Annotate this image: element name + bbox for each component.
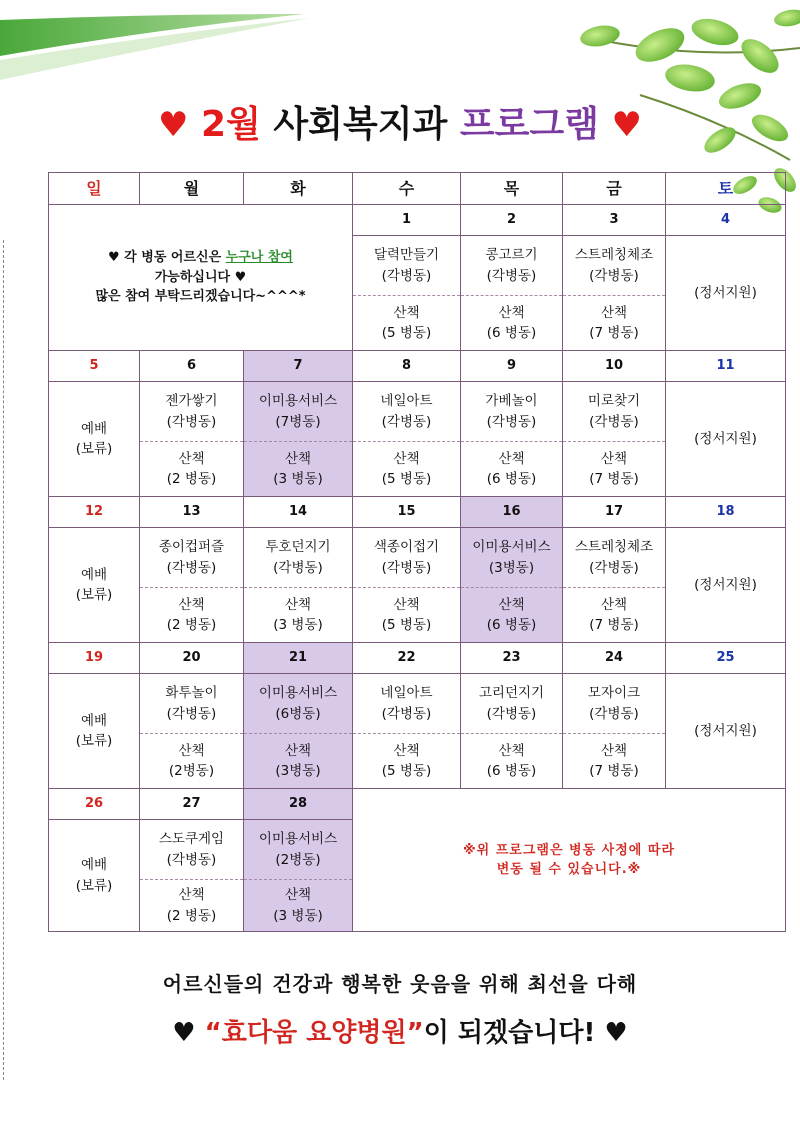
- activity-cell: [140, 528, 244, 588]
- walk-cell: [353, 734, 461, 789]
- warning-line1: ※위 프로그램은 병동 사정에 따라: [463, 842, 675, 858]
- warning-line2: 변동 될 수 있습니다.※: [496, 862, 642, 877]
- activity-name: 산책: [498, 742, 525, 759]
- notice-line1: 각 병동 어르신은: [124, 250, 222, 266]
- activity-cell: [461, 528, 563, 588]
- worship-status: (보류): [75, 441, 113, 457]
- activity-name: 미로찾기: [587, 393, 641, 410]
- activity-ward: (6 병동): [486, 763, 537, 779]
- activity-cell: [563, 528, 666, 588]
- activity-ward: (각병동): [381, 559, 432, 576]
- date-cell: 10: [563, 351, 666, 382]
- activity-ward: (5 병동): [381, 617, 432, 633]
- walk-cell: [563, 734, 666, 789]
- date-cell: 13: [140, 497, 244, 528]
- activity-ward: (각병동): [166, 851, 217, 868]
- walk-cell: [244, 734, 353, 789]
- activity-name: 네일아트: [380, 685, 433, 702]
- weekday-header: 일: [49, 173, 140, 205]
- weekday-header: 월: [140, 173, 244, 205]
- activity-ward: (7 병동): [589, 617, 639, 633]
- page-title: [0, 96, 800, 147]
- date-cell: 18: [666, 497, 786, 528]
- date-cell: 7: [244, 351, 353, 382]
- walk-cell: [140, 880, 244, 932]
- date-cell: 2: [461, 205, 563, 236]
- walk-cell: [461, 734, 563, 789]
- activity-ward: (5 병동): [381, 325, 432, 341]
- activity-cell: [353, 236, 461, 296]
- footer-slogan: [0, 1012, 800, 1049]
- walk-cell: [244, 880, 353, 932]
- walk-cell: [353, 588, 461, 643]
- date-cell: 14: [244, 497, 353, 528]
- slogan-suffix: 이 되겠습니다!: [423, 1018, 596, 1048]
- activity-name: 산책: [284, 742, 312, 759]
- activity-name: 스트레칭체조: [574, 539, 654, 556]
- weekday-header: 금: [563, 173, 666, 205]
- activity-name: 산책: [600, 304, 628, 321]
- date-cell: 25: [666, 643, 786, 674]
- worship-status: (보류): [75, 587, 113, 603]
- activity-ward: (각병동): [486, 413, 537, 430]
- activity-name: 종이컵퍼즐: [158, 539, 225, 556]
- activity-ward: (2병동): [168, 763, 215, 779]
- heart-icon: ♥: [107, 250, 120, 266]
- activity-cell: [140, 674, 244, 734]
- date-cell: 15: [353, 497, 461, 528]
- date-cell: 4: [666, 205, 786, 236]
- walk-cell: [563, 442, 666, 497]
- activity-ward: (2 병동): [166, 471, 217, 487]
- activity-name: 산책: [284, 596, 312, 613]
- weekday-header: 화: [244, 173, 353, 205]
- walk-cell: [461, 442, 563, 497]
- activity-name: 산책: [393, 596, 420, 613]
- title-department: 사회복지과: [273, 104, 448, 145]
- weekday-header: 수: [353, 173, 461, 205]
- activity-cell: [563, 236, 666, 296]
- date-cell: 6: [140, 351, 244, 382]
- activity-name: 색종이접기: [373, 539, 440, 556]
- activity-cell: [244, 382, 353, 442]
- walk-cell: [140, 734, 244, 789]
- activity-name: 스도쿠게임: [158, 831, 225, 848]
- sunday-worship: [49, 382, 140, 497]
- activity-name: 산책: [178, 596, 205, 613]
- activity-ward: (각병동): [166, 413, 217, 430]
- worship-label: 예배: [80, 857, 108, 874]
- activity-name: 이미용서비스: [258, 685, 338, 702]
- activity-cell: [244, 528, 353, 588]
- activity-cell: [353, 528, 461, 588]
- date-cell: 20: [140, 643, 244, 674]
- activity-name: 산책: [178, 887, 205, 904]
- activity-name: 이미용서비스: [258, 831, 338, 848]
- date-cell: 22: [353, 643, 461, 674]
- walk-cell: [563, 296, 666, 351]
- date-cell: 26: [49, 789, 140, 820]
- activity-ward: (각병동): [273, 559, 323, 576]
- date-cell: 9: [461, 351, 563, 382]
- activity-ward: (3 병동): [273, 471, 323, 487]
- activity-name: 젠가쌓기: [165, 393, 218, 410]
- activity-name: 콩고르기: [485, 247, 538, 264]
- activity-cell: [353, 674, 461, 734]
- activity-ward: (2 병동): [166, 907, 217, 924]
- activity-name: 달력만들기: [373, 247, 440, 264]
- activity-name: 산책: [498, 304, 525, 321]
- activity-ward: (6 병동): [486, 617, 537, 633]
- program-calendar: [48, 172, 786, 932]
- activity-cell: [461, 236, 563, 296]
- activity-ward: (3병동): [488, 559, 535, 576]
- date-cell: 12: [49, 497, 140, 528]
- date-cell: 17: [563, 497, 666, 528]
- heart-icon: ♥: [234, 269, 247, 285]
- worship-label: 예배: [80, 712, 108, 729]
- saturday-support: (정서지원): [666, 674, 786, 789]
- activity-ward: (3 병동): [273, 617, 323, 633]
- walk-cell: [353, 296, 461, 351]
- green-swoosh: [0, 14, 305, 56]
- activity-name: 이미용서비스: [472, 539, 551, 556]
- activity-ward: (각병동): [486, 705, 537, 722]
- sunday-worship: [49, 528, 140, 643]
- activity-name: 네일아트: [380, 393, 433, 410]
- notice-highlight: 누구나 참여: [225, 250, 293, 266]
- date-cell: 21: [244, 643, 353, 674]
- activity-name: 산책: [498, 596, 525, 613]
- sunday-worship: [49, 674, 140, 789]
- activity-ward: (3 병동): [273, 907, 323, 924]
- activity-cell: [140, 382, 244, 442]
- walk-cell: [244, 588, 353, 643]
- activity-name: 화투놀이: [165, 685, 218, 702]
- activity-name: 모자이크: [587, 685, 641, 702]
- activity-ward: (5 병동): [381, 471, 432, 487]
- activity-name: 스트레칭체조: [574, 247, 654, 264]
- activity-ward: (각병동): [589, 413, 639, 430]
- activity-cell: [244, 674, 353, 734]
- activity-ward: (6병동): [275, 705, 321, 722]
- activity-cell: [563, 382, 666, 442]
- activity-ward: (3병동): [275, 763, 321, 779]
- activity-cell: [461, 382, 563, 442]
- activity-name: 산책: [600, 742, 628, 759]
- activity-ward: (각병동): [381, 267, 432, 284]
- activity-name: 산책: [284, 450, 312, 467]
- activity-ward: (7 병동): [589, 325, 639, 341]
- title-program: 프로그램: [459, 104, 599, 145]
- walk-cell: [461, 296, 563, 351]
- activity-name: 산책: [600, 450, 628, 467]
- activity-ward: (5 병동): [381, 763, 432, 779]
- title-month: 2월: [201, 104, 261, 145]
- schedule-warning: [353, 789, 786, 932]
- activity-name: 산책: [284, 887, 312, 904]
- worship-label: 예배: [80, 420, 108, 437]
- notice-line2: 가능하십니다: [154, 269, 231, 285]
- heart-icon: ♥: [604, 1018, 628, 1048]
- footer-message: 어르신들의 건강과 행복한 웃음을 위해 최선을 다해: [162, 972, 638, 996]
- activity-name: 산책: [393, 304, 420, 321]
- heart-icon: ♥: [611, 105, 642, 145]
- activity-ward: (각병동): [486, 267, 537, 284]
- worship-status: (보류): [75, 733, 113, 749]
- walk-cell: [140, 588, 244, 643]
- activity-cell: [353, 382, 461, 442]
- activity-name: 산책: [178, 450, 205, 467]
- activity-name: 산책: [393, 450, 420, 467]
- date-cell: 1: [353, 205, 461, 236]
- worship-label: 예배: [80, 566, 108, 583]
- weekday-header: 목: [461, 173, 563, 205]
- saturday-support: (정서지원): [666, 382, 786, 497]
- walk-cell: [140, 442, 244, 497]
- activity-name: 산책: [178, 742, 205, 759]
- heart-icon: ♥: [172, 1018, 196, 1048]
- activity-name: 투호던지기: [265, 539, 331, 556]
- activity-name: 산책: [393, 742, 420, 759]
- activity-ward: (각병동): [381, 705, 432, 722]
- worship-status: (보류): [75, 877, 113, 894]
- activity-cell: [461, 674, 563, 734]
- date-cell: 24: [563, 643, 666, 674]
- activity-ward: (2병동): [275, 851, 321, 868]
- walk-cell: [563, 588, 666, 643]
- activity-ward: (7병동): [275, 413, 321, 430]
- notice-line3: 많은 참여 부탁드리겠습니다~^^^*: [95, 289, 306, 305]
- date-cell: 5: [49, 351, 140, 382]
- date-cell: 8: [353, 351, 461, 382]
- activity-ward: (2 병동): [166, 617, 217, 633]
- saturday-support: (정서지원): [666, 528, 786, 643]
- hospital-name: “효다움 요양병원”: [204, 1018, 424, 1048]
- sunday-worship: [49, 820, 140, 932]
- date-cell: 16: [461, 497, 563, 528]
- activity-name: 산책: [498, 450, 525, 467]
- activity-ward: (각병동): [589, 705, 639, 722]
- activity-ward: (각병동): [589, 267, 639, 284]
- date-cell: 11: [666, 351, 786, 382]
- date-cell: 3: [563, 205, 666, 236]
- walk-cell: [461, 588, 563, 643]
- date-cell: 23: [461, 643, 563, 674]
- weekday-header: 토: [666, 173, 786, 205]
- activity-cell: [140, 820, 244, 880]
- activity-cell: [563, 674, 666, 734]
- activity-ward: (각병동): [166, 559, 217, 576]
- walk-cell: [244, 442, 353, 497]
- activity-name: 이미용서비스: [258, 393, 338, 410]
- activity-ward: (7 병동): [589, 471, 639, 487]
- notice-box: [49, 205, 353, 351]
- activity-name: 산책: [600, 596, 628, 613]
- activity-ward: (각병동): [381, 413, 432, 430]
- activity-ward: (6 병동): [486, 471, 537, 487]
- date-cell: 27: [140, 789, 244, 820]
- activity-ward: (각병동): [166, 705, 217, 722]
- activity-name: 가베놀이: [485, 393, 538, 410]
- activity-ward: (각병동): [589, 559, 639, 576]
- activity-ward: (7 병동): [589, 763, 639, 779]
- activity-name: 고리던지기: [478, 685, 545, 702]
- left-dashed-margin-line: [3, 240, 4, 1080]
- heart-icon: ♥: [158, 105, 189, 145]
- date-cell: 19: [49, 643, 140, 674]
- saturday-support: (정서지원): [666, 236, 786, 351]
- date-cell: 28: [244, 789, 353, 820]
- walk-cell: [353, 442, 461, 497]
- activity-ward: (6 병동): [486, 325, 537, 341]
- activity-cell: [244, 820, 353, 880]
